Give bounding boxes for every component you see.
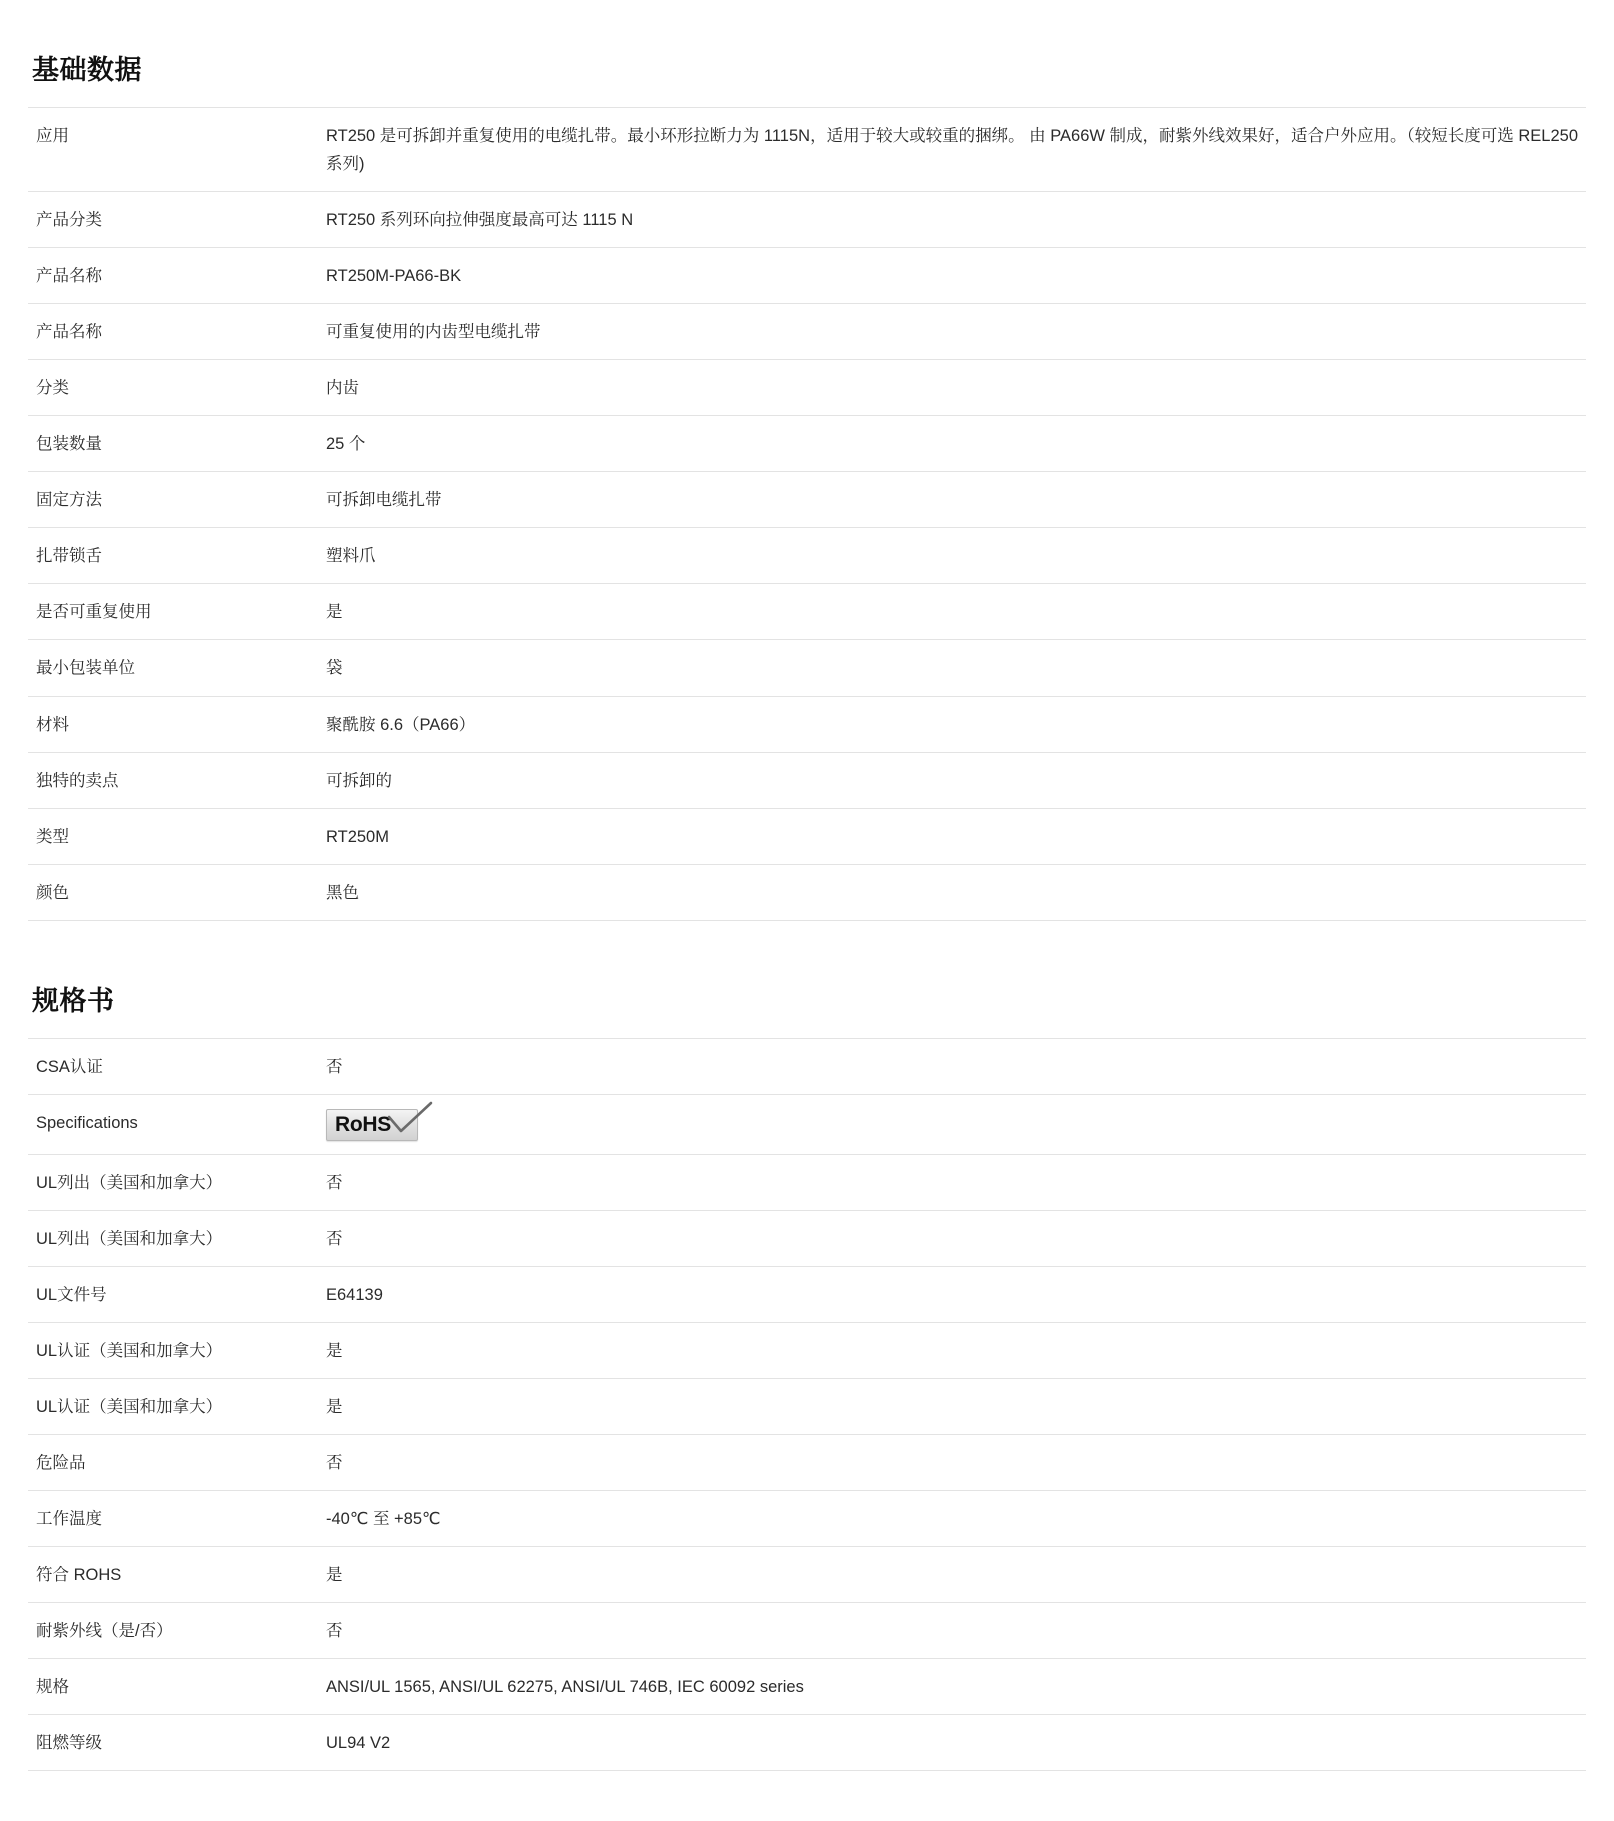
table-row [28, 1323, 1586, 1379]
row-label: 规格 [36, 1678, 69, 1697]
table-row [28, 416, 1586, 472]
section-title-specifications: 规格书 [32, 985, 115, 1016]
row-label: 分类 [36, 379, 69, 398]
rohs-badge-label: RoHS [335, 1112, 391, 1136]
table-row [28, 1094, 1586, 1154]
row-label: 独特的卖点 [36, 771, 119, 790]
row-value: 是 [326, 1342, 343, 1361]
basic-data-table [28, 107, 1586, 921]
table-row [28, 1659, 1586, 1715]
table-row [28, 1154, 1586, 1210]
table-row [28, 752, 1586, 808]
row-label: UL认证（美国和加拿大） [36, 1342, 223, 1361]
row-label: UL列出（美国和加拿大） [36, 1229, 223, 1248]
row-value: RT250M [326, 827, 389, 846]
table-row [28, 1379, 1586, 1435]
row-label: 包装数量 [36, 435, 102, 454]
table-row [28, 1491, 1586, 1547]
row-label: 工作温度 [36, 1510, 102, 1529]
row-value: 是 [326, 1566, 343, 1585]
row-label: 是否可重复使用 [36, 603, 152, 622]
table-row [28, 1210, 1586, 1266]
row-label: Specifications [36, 1113, 138, 1132]
row-label: 产品名称 [36, 267, 102, 286]
table-row [28, 640, 1586, 696]
row-value: 可拆卸的 [326, 771, 392, 790]
row-label: 阻燃等级 [36, 1734, 102, 1753]
row-label: UL文件号 [36, 1285, 107, 1304]
section-title-basic-data: 基础数据 [32, 55, 142, 85]
row-value: E64139 [326, 1285, 383, 1304]
row-value: 否 [326, 1173, 343, 1192]
row-value: 25 个 [326, 435, 366, 454]
table-row [28, 1435, 1586, 1491]
row-label: UL列出（美国和加拿大） [36, 1173, 223, 1192]
row-label: 颜色 [36, 883, 69, 902]
section-specifications [28, 979, 1586, 1772]
table-row [28, 1038, 1586, 1094]
row-label: 最小包装单位 [36, 659, 135, 678]
row-value: 否 [326, 1454, 343, 1473]
table-row [28, 108, 1586, 192]
bottom-spacer [28, 1781, 1586, 1821]
row-value: 聚酰胺 6.6（PA66） [326, 715, 476, 734]
row-value: ANSI/UL 1565, ANSI/UL 62275, ANSI/UL 746B, IEC 60092 series [326, 1678, 804, 1697]
table-row [28, 528, 1586, 584]
row-label: UL认证（美国和加拿大） [36, 1398, 223, 1417]
specifications-table-body [28, 1038, 1586, 1771]
table-row [28, 1715, 1586, 1771]
table-row [28, 864, 1586, 920]
row-value: RT250 系列环向拉伸强度最高可达 1115 N [326, 211, 634, 230]
row-label: 材料 [36, 715, 69, 734]
row-value: 可重复使用的内齿型电缆扎带 [326, 323, 541, 342]
table-row [28, 696, 1586, 752]
row-label: 耐紫外线（是/否） [36, 1622, 173, 1641]
row-label: 产品名称 [36, 323, 102, 342]
table-row [28, 304, 1586, 360]
row-value: 否 [326, 1057, 343, 1076]
row-value: RT250 是可拆卸并重复使用的电缆扎带。最小环形拉断力为 1115N，适用于较大或较重的捆绑。 由 PA66W 制成，耐紫外线效果好，适合户外应用。（较短长度可选 REL250 系列) [326, 127, 1578, 174]
row-value: 塑料爪 [326, 547, 376, 566]
row-value: UL94 V2 [326, 1734, 391, 1753]
table-row [28, 1266, 1586, 1322]
row-label: CSA认证 [36, 1057, 103, 1076]
table-row [28, 192, 1586, 248]
specifications-table [28, 1038, 1586, 1772]
table-row [28, 1603, 1586, 1659]
row-value: 袋 [326, 659, 343, 678]
row-label: 产品分类 [36, 211, 102, 230]
row-value-badge [318, 1094, 1586, 1154]
table-row [28, 472, 1586, 528]
row-value: RT250M-PA66-BK [326, 267, 462, 286]
table-row [28, 248, 1586, 304]
row-label: 符合 ROHS [36, 1566, 122, 1585]
table-row [28, 808, 1586, 864]
row-value: 是 [326, 603, 343, 622]
row-value: 是 [326, 1398, 343, 1417]
row-value: 黑色 [326, 883, 359, 902]
row-value: 否 [326, 1622, 343, 1641]
row-label: 应用 [36, 127, 69, 145]
row-value: 内齿 [326, 379, 359, 398]
row-label: 扎带锁舌 [36, 547, 102, 566]
table-row [28, 360, 1586, 416]
basic-data-table-body [28, 108, 1586, 921]
row-label: 危险品 [36, 1454, 86, 1473]
rohs-badge [326, 1109, 418, 1141]
row-value: 否 [326, 1229, 343, 1248]
checkmark-icon [387, 1101, 433, 1135]
table-row [28, 584, 1586, 640]
table-row [28, 1547, 1586, 1603]
section-basic-data [28, 48, 1586, 921]
row-value: 可拆卸电缆扎带 [326, 491, 442, 510]
row-value: -40℃ 至 +85℃ [326, 1510, 441, 1529]
row-label: 类型 [36, 827, 69, 846]
row-label: 固定方法 [36, 491, 102, 510]
